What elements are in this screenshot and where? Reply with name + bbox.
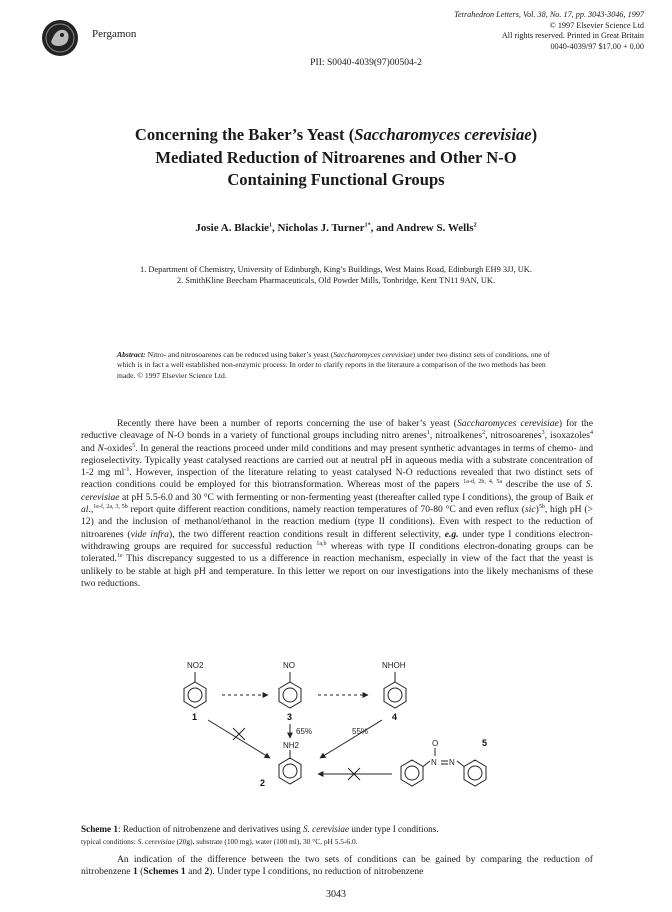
reference-mark: 1e xyxy=(116,553,123,560)
scheme-caption xyxy=(81,824,593,847)
title-part: Concerning the Baker’s Yeast ( xyxy=(134,125,355,144)
text-run: Recently there have been a number of reports concerning the use of baker’s yeast ( xyxy=(117,418,457,429)
text-run: . However, inspection of the literature relating to yeast catalysed N-O reductions revealed that two distinct sets of reaction conditions could be employed for this biotransformation. Whereas most of the papers xyxy=(81,467,593,491)
text-run: describe the use of xyxy=(502,479,586,491)
pii-line: PII: S0040-4039(97)00504-2 xyxy=(310,57,422,68)
abstract-text: ) under two distinct sets of conditions, one of which is in fact a well established non-enzymic process. In order to clarify reports in the literature a comparison of the two methods has been made. © 1997 Elsevier Science Ltd. xyxy=(117,350,550,380)
abstract xyxy=(117,350,557,381)
body-paragraph xyxy=(81,854,593,879)
reaction-scheme xyxy=(160,658,520,808)
text-run: , nitroalkenes xyxy=(429,430,483,442)
title-line-3: Containing Functional Groups xyxy=(227,170,445,189)
text-run: whereas with type II conditions electron-donating groups can be tolerated. xyxy=(81,540,593,565)
text-run: An indication of the difference between the two sets of conditions can be gained by comparing the reduction of nitrobenzene xyxy=(81,854,593,878)
text-run: , high pH (> 12) and the inclusion of methanol/ethanol in the reaction medium (type II conditions). Even with respect to the reduction of nitroarenes ( xyxy=(81,504,593,540)
text-run: N xyxy=(97,442,104,454)
benzene-ring-3 xyxy=(279,672,301,708)
caption-conditions: S. cerevisiae xyxy=(137,836,175,846)
nitro-group-label: NO2 xyxy=(187,661,204,670)
text-run: et al. xyxy=(81,491,593,516)
text-run: ) xyxy=(535,504,539,516)
text-run: , isoxazoles xyxy=(544,430,590,442)
author-affil-mark: 1 xyxy=(269,222,273,229)
compound-number: 4 xyxy=(392,712,398,722)
text-run: Saccharomyces cerevisiae xyxy=(457,418,559,429)
title-line-2: Mediated Reduction of Nitroarenes and Other N-O xyxy=(155,147,517,167)
text-run: ( xyxy=(137,866,144,878)
author-affil-mark: 1* xyxy=(364,222,371,229)
azoxy-oxygen-label: O xyxy=(432,739,439,748)
title-species: Saccharomyces cerevisiae xyxy=(354,125,532,144)
azoxy-nitrogen-label: N xyxy=(449,758,455,767)
amine-group-label: NH2 xyxy=(283,741,300,750)
body-paragraph xyxy=(81,418,593,590)
hydroxylamine-group-label: NHOH xyxy=(382,661,406,670)
text-run: -oxides xyxy=(103,442,133,454)
page-number: 3043 xyxy=(326,889,346,900)
reference-mark: 3 xyxy=(541,430,545,437)
publisher-name: Pergamon xyxy=(92,28,137,40)
text-run: ). Under type I conditions, no reduction of nitrobenzene xyxy=(209,866,424,878)
rights-line: All rights reserved. Printed in Great Britain xyxy=(501,31,644,41)
compound-number: 1 xyxy=(192,712,198,722)
text-run: at pH 5.5-6.0 and 30 °C with fermenting or non-fermenting yeast (thereafter called type I conditions), the group of Baik xyxy=(119,491,587,503)
reference-mark: 5 xyxy=(132,442,136,449)
arrow-1-to-2-blocked xyxy=(208,720,270,758)
compound-number: 5 xyxy=(482,738,488,748)
reference-mark: 1a-d, 2b, 4, 5a xyxy=(463,479,503,486)
azoxybenzene xyxy=(401,748,486,786)
caption-text: under type I conditions. xyxy=(349,824,439,834)
reference-mark: 1 xyxy=(426,430,430,437)
author-name: Josie A. Blackie xyxy=(195,222,270,234)
affiliation: 2. SmithKline Beecham Pharmaceuticals, Old Powder Mills, Tonbridge, Kent TN11 9AN, UK. xyxy=(176,276,496,285)
author-affil-mark: 2 xyxy=(473,222,477,229)
abstract-text: Nitro- and nitrosoarenes can be reduced using baker’s yeast ( xyxy=(145,350,334,359)
text-run: , nitrosoarenes xyxy=(485,430,542,442)
reference-mark: 5b xyxy=(538,503,545,510)
nitroso-group-label: NO xyxy=(283,661,295,670)
author-name: Nicholas J. Turner xyxy=(277,222,365,234)
caption-conditions: (20g), substrate (100 mg), water (100 ml), 30 °C, pH 5.5-6.0. xyxy=(174,836,358,846)
caption-conditions: typical conditions: xyxy=(81,836,138,846)
text-run: sic xyxy=(525,504,536,516)
author-sep: , xyxy=(272,222,278,234)
benzene-ring-1 xyxy=(184,672,206,708)
caption-text: : Reduction of nitrobenzene and derivatives using xyxy=(118,824,303,834)
journal-citation: Tetrahedron Letters, Vol. 38, No. 17, pp. 3043-3046, 1997 xyxy=(454,10,644,19)
reference-mark: 1e-f, 2a, 3, 5b xyxy=(93,503,128,510)
caption-label: Scheme 1 xyxy=(81,824,118,834)
text-run: . In general the reactions proceed under mild conditions and may present synthetic advantages in terms of chemo- and regioselectivity. Typically yeast catalysed reactions are carried out at neutral pH in aqueous media with a substrate concentration of 1-2 mg ml xyxy=(81,442,593,479)
issn-line: 0040-4039/97 $17.00 + 0.00 xyxy=(550,41,644,51)
compound-number: 3 xyxy=(287,712,293,722)
text-run: ) for the reductive cleavage of N-O bonds in a variety of functional groups including nitro arenes xyxy=(81,418,593,442)
caption-text: S. cerevisiae xyxy=(302,824,350,834)
reference-mark: -1 xyxy=(124,467,130,473)
yield-label: 65% xyxy=(296,727,313,736)
text-run: report quite different reaction conditions, namely reaction temperatures of 70-80 °C and even reflux ( xyxy=(127,504,525,516)
affiliation: 1. Department of Chemistry, University of Edinburgh, King’s Buildings, West Mains Road, Edinburgh EH9 3JJ, UK. xyxy=(140,265,532,274)
yield-label: 55% xyxy=(352,727,369,736)
title-part: ) xyxy=(531,125,538,144)
arrow-4-to-2 xyxy=(320,720,382,758)
copyright-line: © 1997 Elsevier Science Ltd xyxy=(549,20,644,30)
reference-mark: 2 xyxy=(482,430,486,437)
text-run: and xyxy=(81,442,98,454)
author-name: Andrew S. Wells xyxy=(396,222,474,234)
compound-number: 2 xyxy=(260,778,266,788)
text-run: S. cerevisiae xyxy=(81,479,593,503)
text-run: , xyxy=(90,504,94,516)
benzene-ring-2 xyxy=(279,750,301,784)
text-run: ), the two different reaction conditions result in different selectivity, xyxy=(168,528,445,540)
affiliations xyxy=(60,264,612,286)
author-list xyxy=(0,222,672,234)
publication-info xyxy=(454,10,644,52)
text-run: vide infra xyxy=(130,528,169,540)
abstract-label: Abstract: xyxy=(117,350,146,359)
text-run: under type I conditions electron-withdrawing groups are required for successful reduction xyxy=(81,528,593,552)
benzene-ring-4 xyxy=(384,672,406,708)
scheme-ref: Schemes 1 xyxy=(143,866,186,878)
scheme-ref: 2 xyxy=(204,866,210,878)
azoxy-nitrogen-label: N xyxy=(431,758,437,767)
compound-ref: 1 xyxy=(132,866,138,878)
text-run: e.g. xyxy=(444,528,459,540)
publisher-logo xyxy=(40,18,80,58)
text-run: This discrepancy suggested to us a difference in reaction mechanism, especially in view of the fact that the yeast is unlikely to be stable at high pH and temperature. In this letter we report on our investigations into the likely mechanisms of these two reductions. xyxy=(81,553,593,589)
paper-title xyxy=(60,124,612,192)
reference-mark: 1a,b xyxy=(316,540,327,547)
author-sep: , and xyxy=(370,222,397,234)
abstract-species: Saccharomyces cerevisiae xyxy=(333,350,413,359)
text-run: and xyxy=(185,866,205,878)
reference-mark: 4 xyxy=(590,430,593,437)
